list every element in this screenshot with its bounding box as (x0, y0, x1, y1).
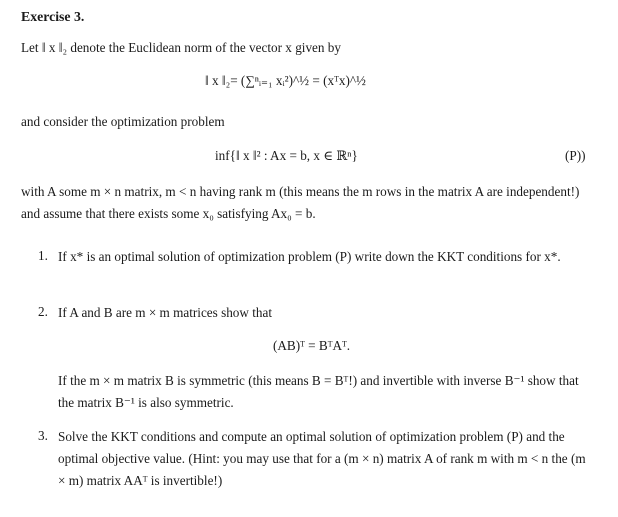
norm-equation-text: ‖ x ‖₂= (∑ⁿᵢ₌₁ xᵢ²)^½ = (xᵀx)^½ (205, 73, 366, 88)
list-item-2-followup: If the m × m matrix B is symmetric (this means B = Bᵀ!) and invertible with inverse B⁻¹ show that the matrix B⁻¹ is also symmetric. (58, 373, 579, 410)
assumptions-paragraph: with A some m × n matrix, m < n having rank m (this means the m rows in the matrix A are independent!) and assume that there exists some x₀ satisfying Ax₀ = b. (21, 184, 580, 221)
intro-text: Let ‖ x ‖₂ denote the Euclidean norm of the vector x given by (21, 40, 341, 55)
list-item-number: 2. (38, 304, 48, 319)
problem-label: (P)) (565, 148, 586, 163)
list-item-number: 3. (38, 428, 48, 443)
optimization-problem-equation: inf{‖ x ‖² : Ax = b, x ∈ ℝⁿ} (215, 148, 358, 163)
norm-definition-equation (205, 71, 366, 91)
list-item-number: 1. (38, 248, 48, 263)
list-item-text: If A and B are m × m matrices show that (58, 305, 272, 320)
consider-sentence: and consider the optimization problem (21, 114, 225, 129)
exercise-title: Exercise 3. (21, 9, 85, 24)
transpose-product-equation: (AB)ᵀ = BᵀAᵀ. (273, 338, 351, 353)
intro-sentence (21, 38, 341, 58)
list-item-text: Solve the KKT conditions and compute an optimal solution of optimization problem (P) and the optimal objective value. (Hint: you may use that for a (m × n) matrix A of rank m with m < n the (m × m) matrix AAᵀ is invertible!) (58, 429, 586, 488)
list-item-text: If x* is an optimal solution of optimization problem (P) write down the KKT conditions for x*. (58, 249, 561, 264)
